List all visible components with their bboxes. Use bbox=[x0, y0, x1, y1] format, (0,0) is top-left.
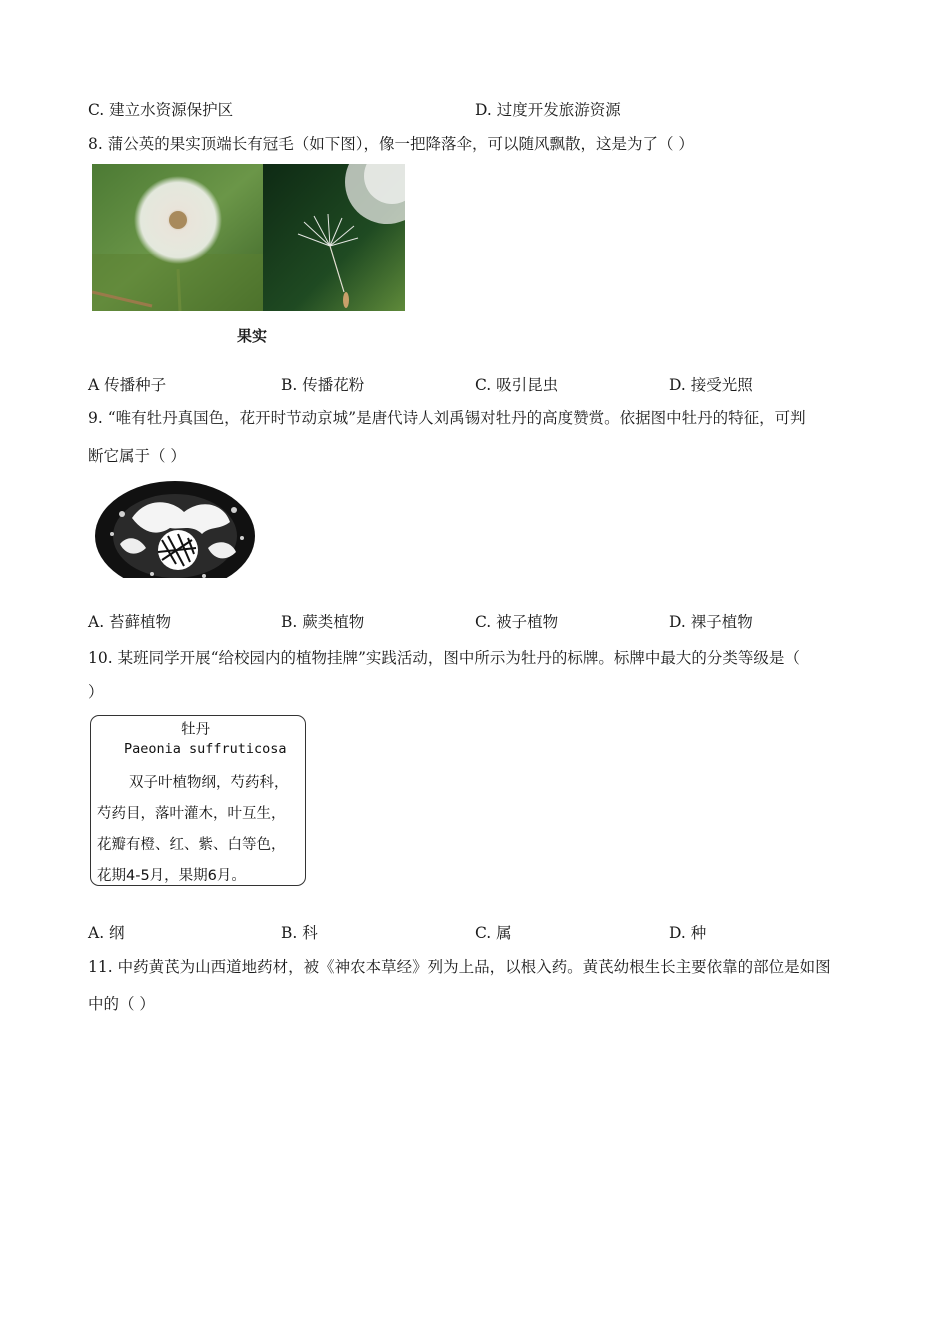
q9-option-c: C. 被子植物 bbox=[475, 613, 559, 631]
peony-woodcut-image bbox=[92, 478, 258, 588]
dandelion-photo bbox=[92, 164, 405, 311]
q10-stem-line2: ） bbox=[88, 683, 104, 701]
q8-option-c: C. 吸引昆虫 bbox=[475, 376, 559, 394]
label-line-3: 花瓣有橙、红、紫、白等色， bbox=[97, 837, 286, 853]
label-latin-name: Paeonia suffruticosa bbox=[124, 741, 287, 757]
q9-option-d: D. 裸子植物 bbox=[669, 613, 753, 631]
q11-stem-line2: 中的（ ） bbox=[88, 995, 155, 1013]
q9-stem-line2: 断它属于（ ） bbox=[88, 447, 186, 465]
q10-stem-line1: 10. 某班同学开展“给校园内的植物挂牌”实践活动，图中所示为牡丹的标牌。标牌中最大的分类等级是（ bbox=[88, 649, 800, 667]
q9-stem-line1: 9. “唯有牡丹真国色，花开时节动京城”是唐代诗人刘禹锡对牡丹的高度赞赏。依据图中牡丹的特征，可判 bbox=[88, 409, 806, 427]
plant-label-card bbox=[90, 715, 306, 886]
q7-option-c: C. 建立水资源保护区 bbox=[88, 101, 234, 119]
q7-option-d: D. 过度开发旅游资源 bbox=[475, 101, 621, 119]
label-line-4: 花期4-5月，果期6月。 bbox=[97, 868, 246, 884]
label-line-2: 芍药目，落叶灌木，叶互生， bbox=[97, 806, 286, 822]
photo-caption: 果实 bbox=[237, 327, 268, 345]
q10-option-a: A. 纲 bbox=[88, 924, 125, 942]
q9-option-b: B. 蕨类植物 bbox=[281, 613, 365, 631]
q9-option-a: A. 苔藓植物 bbox=[88, 613, 172, 631]
q8-stem: 8. 蒲公英的果实顶端长有冠毛（如下图），像一把降落伞，可以随风飘散，这是为了（ ） bbox=[88, 135, 694, 153]
q10-option-d: D. 种 bbox=[669, 924, 707, 942]
label-line-1: 双子叶植物纲，芍药科， bbox=[129, 775, 289, 791]
q10-option-c: C. 属 bbox=[475, 924, 512, 942]
q8-option-a: A 传播种子 bbox=[88, 376, 167, 394]
q11-stem-line1: 11. 中药黄芪为山西道地药材，被《神农本草经》列为上品，以根入药。黄芪幼根生长主要依靠的部位是如图 bbox=[88, 958, 831, 976]
q8-option-b: B. 传播花粉 bbox=[281, 376, 365, 394]
label-title: 牡丹 bbox=[181, 722, 210, 738]
q10-option-b: B. 科 bbox=[281, 924, 318, 942]
q8-option-d: D. 接受光照 bbox=[669, 376, 753, 394]
